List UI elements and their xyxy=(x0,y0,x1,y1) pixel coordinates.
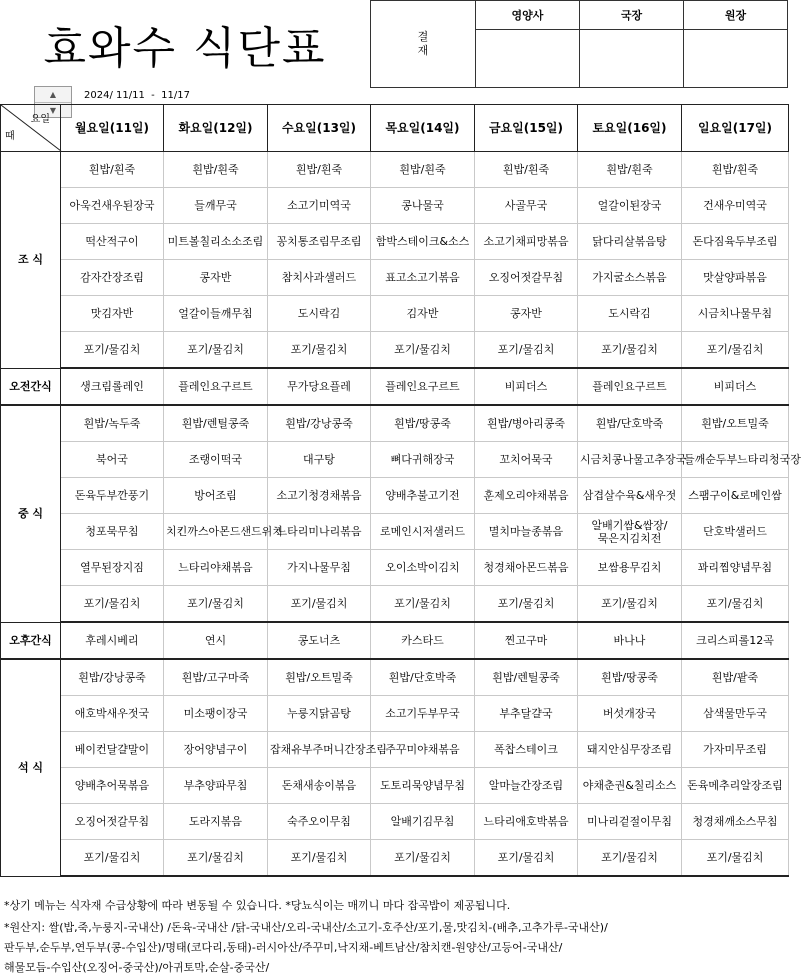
page-title: 효와수 식단표 xyxy=(43,23,327,74)
menu-item: 도토리묵양념무침 xyxy=(371,768,475,804)
menu-item: 흰밥/흰죽 xyxy=(578,152,682,188)
approval-sign-nutritionist[interactable] xyxy=(476,30,580,88)
menu-item: 콩자반 xyxy=(475,296,578,332)
menu-item: 부추양파무침 xyxy=(164,768,268,804)
menu-item: 포기/물김치 xyxy=(268,586,371,623)
menu-item: 비피더스 xyxy=(475,368,578,405)
menu-item: 들깨순두부느타리청국장 xyxy=(682,442,789,478)
note-line: *상기 메뉴는 식자재 수급상황에 따라 변동될 수 있습니다. *당뇨식이는 매끼니 마다 잡곡밥이 제공됩니다. xyxy=(4,899,511,912)
menu-item: 아욱건새우된장국 xyxy=(61,188,164,224)
menu-item: 플레인요구르트 xyxy=(578,368,682,405)
menu-item: 흰밥/단호박죽 xyxy=(371,659,475,696)
approval-role-head: 원장 xyxy=(684,1,788,30)
table-row xyxy=(1,260,789,296)
menu-item: 청경채아몬드볶음 xyxy=(475,550,578,586)
menu-item: 가지굴소스볶음 xyxy=(578,260,682,296)
corner-diagonal xyxy=(1,105,61,151)
table-row xyxy=(1,586,789,623)
menu-item: 흰밥/병아리콩죽 xyxy=(475,405,578,442)
menu-item: 도시락김 xyxy=(268,296,371,332)
menu-item: 오징어젓갈무침 xyxy=(475,260,578,296)
menu-item: 폭찹스테이크 xyxy=(475,732,578,768)
menu-item: 포기/물김치 xyxy=(371,840,475,877)
menu-item: 꽈리찜양념무침 xyxy=(682,550,789,586)
menu-item: 플레인요구르트 xyxy=(371,368,475,405)
menu-item: 흰밥/녹두죽 xyxy=(61,405,164,442)
meal-label: 조 식 xyxy=(1,152,61,369)
menu-item: 흰밥/오트밀죽 xyxy=(268,659,371,696)
menu-item: 보쌈용무김치 xyxy=(578,550,682,586)
menu-item: 흰밥/렌틸콩죽 xyxy=(164,405,268,442)
menu-item: 치킨까스아몬드샌드위치 xyxy=(164,514,268,550)
approval-label xyxy=(371,1,476,88)
menu-item: 야채춘권&칠리소스 xyxy=(578,768,682,804)
menu-item: 흰밥/강낭콩죽 xyxy=(61,659,164,696)
menu-item: 미소팽이장국 xyxy=(164,696,268,732)
menu-item: 연시 xyxy=(164,622,268,659)
meal-label: 오후간식 xyxy=(1,622,61,659)
day-header: 일요일(17일) xyxy=(682,105,789,152)
menu-item: 애호박새우젓국 xyxy=(61,696,164,732)
menu-item: 알배기쌈&쌈장/묵은지김치전 xyxy=(578,514,682,550)
menu-item: 포기/물김치 xyxy=(164,840,268,877)
table-row xyxy=(1,188,789,224)
menu-item: 흰밥/흰죽 xyxy=(475,152,578,188)
menu-item: 흰밥/단호박죽 xyxy=(578,405,682,442)
menu-item: 방어조림 xyxy=(164,478,268,514)
menu-item: 로메인시저샐러드 xyxy=(371,514,475,550)
table-row xyxy=(1,840,789,877)
menu-item: 후레시베리 xyxy=(61,622,164,659)
day-header: 화요일(12일) xyxy=(164,105,268,152)
spinner-up-button[interactable] xyxy=(35,87,71,103)
menu-item: 버섯개장국 xyxy=(578,696,682,732)
menu-item: 김자반 xyxy=(371,296,475,332)
note-line: 해물모듬-수입산(오징어-중국산)/아귀토막,순살-중국산/ xyxy=(4,961,270,974)
menu-item: 잡채유부주머니간장조림 xyxy=(268,732,371,768)
menu-item: 찐고구마 xyxy=(475,622,578,659)
menu-item: 포기/물김치 xyxy=(268,840,371,877)
menu-item: 흰밥/흰죽 xyxy=(61,152,164,188)
menu-item: 흰밥/땅콩죽 xyxy=(578,659,682,696)
menu-item: 포기/물김치 xyxy=(682,586,789,623)
note-line: 판두부,순두부,연두부(콩-수입산)/명태(코다리,동태)-러시아산/주꾸미,낙지채-베트남산/참치캔-원양산/고등어-국내산/ xyxy=(4,941,563,954)
table-row xyxy=(1,696,789,732)
menu-item: 느타리미나리볶음 xyxy=(268,514,371,550)
menu-item: 흰밥/팥죽 xyxy=(682,659,789,696)
menu-item: 삼겹살수육&새우젓 xyxy=(578,478,682,514)
table-row xyxy=(1,622,789,659)
menu-item: 가자미무조림 xyxy=(682,732,789,768)
menu-item: 가지나물무침 xyxy=(268,550,371,586)
menu-item: 포기/물김치 xyxy=(475,332,578,369)
menu-item: 감자간장조림 xyxy=(61,260,164,296)
menu-item: 흰밥/흰죽 xyxy=(371,152,475,188)
caret-down-icon: ▼ xyxy=(49,106,57,115)
menu-item: 소고기미역국 xyxy=(268,188,371,224)
corner-bottom-label: 때 xyxy=(5,131,15,142)
meal-label: 오전간식 xyxy=(1,368,61,405)
menu-item: 맛김자반 xyxy=(61,296,164,332)
menu-item: 미나리겉절이무침 xyxy=(578,804,682,840)
day-header-row xyxy=(1,105,789,152)
table-row xyxy=(1,224,789,260)
menu-item: 흰밥/땅콩죽 xyxy=(371,405,475,442)
menu-item: 닭다리살볶음탕 xyxy=(578,224,682,260)
menu-item: 플레인요구르트 xyxy=(164,368,268,405)
menu-item: 콩나물국 xyxy=(371,188,475,224)
menu-item: 소고기채피망볶음 xyxy=(475,224,578,260)
table-row xyxy=(1,152,789,188)
corner-top-label: 요일 xyxy=(30,114,50,125)
menu-item: 북어국 xyxy=(61,442,164,478)
table-row xyxy=(1,405,789,442)
menu-item: 조랭이떡국 xyxy=(164,442,268,478)
approval-sign-director[interactable] xyxy=(580,30,684,88)
day-header: 월요일(11일) xyxy=(61,105,164,152)
menu-item: 돈다짐육두부조림 xyxy=(682,224,789,260)
menu-item: 포기/물김치 xyxy=(61,332,164,369)
day-header: 수요일(13일) xyxy=(268,105,371,152)
menu-item: 오이소박이김치 xyxy=(371,550,475,586)
menu-item: 포기/물김치 xyxy=(682,840,789,877)
menu-item: 숙주오이무침 xyxy=(268,804,371,840)
menu-item: 열무된장지짐 xyxy=(61,550,164,586)
menu-item: 단호박샐러드 xyxy=(682,514,789,550)
corner-cell xyxy=(1,105,61,152)
menu-item: 비피더스 xyxy=(682,368,789,405)
menu-item: 부추달걀국 xyxy=(475,696,578,732)
meal-label: 중 식 xyxy=(1,405,61,622)
menu-item: 돈채새송이볶음 xyxy=(268,768,371,804)
menu-item: 포기/물김치 xyxy=(164,586,268,623)
menu-item: 베이컨달걀말이 xyxy=(61,732,164,768)
menu-item: 주꾸미야채볶음 xyxy=(371,732,475,768)
meal-label: 석 식 xyxy=(1,659,61,876)
approval-box xyxy=(370,0,788,88)
menu-item: 누룽지닭곰탕 xyxy=(268,696,371,732)
approval-role-nutritionist: 영양사 xyxy=(476,1,580,30)
menu-item: 양배추불고기전 xyxy=(371,478,475,514)
date-range: 2024/ 11/11 - 11/17 xyxy=(84,90,190,101)
menu-item: 포기/물김치 xyxy=(578,840,682,877)
menu-item: 꼬치어묵국 xyxy=(475,442,578,478)
menu-item: 양배추어묵볶음 xyxy=(61,768,164,804)
approval-role-director: 국장 xyxy=(580,1,684,30)
menu-item: 느타리애호박볶음 xyxy=(475,804,578,840)
menu-item: 알배기김무침 xyxy=(371,804,475,840)
menu-item: 오징어젓갈무침 xyxy=(61,804,164,840)
menu-item: 콩자반 xyxy=(164,260,268,296)
menu-item: 떡산적구이 xyxy=(61,224,164,260)
menu-table xyxy=(0,104,801,877)
menu-item: 포기/물김치 xyxy=(268,332,371,369)
menu-item: 포기/물김치 xyxy=(578,332,682,369)
menu-item: 흰밥/강낭콩죽 xyxy=(268,405,371,442)
menu-item: 장어양념구이 xyxy=(164,732,268,768)
menu-item: 포기/물김치 xyxy=(578,586,682,623)
table-row xyxy=(1,478,789,514)
approval-label-text: 결 재 xyxy=(417,30,429,57)
menu-item: 도라지볶음 xyxy=(164,804,268,840)
table-row xyxy=(1,804,789,840)
menu-item: 알마늘간장조림 xyxy=(475,768,578,804)
menu-item: 함박스테이크&소스 xyxy=(371,224,475,260)
menu-item: 흰밥/렌틸콩죽 xyxy=(475,659,578,696)
menu-item: 시금치나물무침 xyxy=(682,296,789,332)
menu-item: 바나나 xyxy=(578,622,682,659)
table-row xyxy=(1,514,789,550)
menu-item: 무가당요플레 xyxy=(268,368,371,405)
menu-item: 흰밥/오트밀죽 xyxy=(682,405,789,442)
menu-item: 크리스피롤12곡 xyxy=(682,622,789,659)
menu-item: 포기/물김치 xyxy=(371,586,475,623)
table-row xyxy=(1,442,789,478)
menu-item: 소고기두부무국 xyxy=(371,696,475,732)
caret-up-icon: ▲ xyxy=(49,90,57,99)
menu-item: 삼색물만두국 xyxy=(682,696,789,732)
table-row xyxy=(1,296,789,332)
menu-item: 포기/물김치 xyxy=(475,840,578,877)
menu-item: 흰밥/흰죽 xyxy=(268,152,371,188)
day-header: 금요일(15일) xyxy=(475,105,578,152)
menu-item: 흰밥/흰죽 xyxy=(682,152,789,188)
menu-item: 들깨무국 xyxy=(164,188,268,224)
approval-sign-head[interactable] xyxy=(684,30,788,88)
table-row xyxy=(1,368,789,405)
menu-item: 청경채깨소스무침 xyxy=(682,804,789,840)
menu-item: 돼지안심무장조림 xyxy=(578,732,682,768)
menu-item: 참치사과샐러드 xyxy=(268,260,371,296)
menu-item: 포기/물김치 xyxy=(61,840,164,877)
menu-item: 포기/물김치 xyxy=(475,586,578,623)
menu-item: 흰밥/고구마죽 xyxy=(164,659,268,696)
menu-item: 돈육메추리알장조림 xyxy=(682,768,789,804)
note-line: *원산지: 쌀(밥,죽,누룽지-국내산) /돈육-국내산 /닭-국내산/오리-국내산/소고기-호주산/포기,물,맛김치-(배추,고추가루-국내산)/ xyxy=(4,921,608,934)
menu-item: 맛살양파볶음 xyxy=(682,260,789,296)
menu-item: 꽁치통조림무조림 xyxy=(268,224,371,260)
menu-item: 느타리야채볶음 xyxy=(164,550,268,586)
table-row xyxy=(1,732,789,768)
menu-item: 멸치마늘종볶음 xyxy=(475,514,578,550)
menu-item: 건새우미역국 xyxy=(682,188,789,224)
menu-item: 카스타드 xyxy=(371,622,475,659)
menu-item: 얼갈이들깨무침 xyxy=(164,296,268,332)
menu-item: 스팸구이&로메인쌈 xyxy=(682,478,789,514)
menu-item: 포기/물김치 xyxy=(164,332,268,369)
menu-item: 표고소고기볶음 xyxy=(371,260,475,296)
table-row xyxy=(1,768,789,804)
day-header: 목요일(14일) xyxy=(371,105,475,152)
menu-item: 뼈다귀해장국 xyxy=(371,442,475,478)
menu-item: 얼갈이된장국 xyxy=(578,188,682,224)
menu-item: 포기/물김치 xyxy=(61,586,164,623)
table-row xyxy=(1,332,789,369)
menu-item: 흰밥/흰죽 xyxy=(164,152,268,188)
menu-item: 콩도너츠 xyxy=(268,622,371,659)
menu-item: 돈육두부깐풍기 xyxy=(61,478,164,514)
menu-item: 청포묵무침 xyxy=(61,514,164,550)
menu-item: 훈제오리야채볶음 xyxy=(475,478,578,514)
menu-item: 미트볼칠리소소조림 xyxy=(164,224,268,260)
menu-item: 시금치콩나물고추장국 xyxy=(578,442,682,478)
table-row xyxy=(1,659,789,696)
table-row xyxy=(1,550,789,586)
menu-item: 포기/물김치 xyxy=(371,332,475,369)
menu-item: 사골무국 xyxy=(475,188,578,224)
menu-item: 도시락김 xyxy=(578,296,682,332)
day-header: 토요일(16일) xyxy=(578,105,682,152)
menu-item: 생크림롤레인 xyxy=(61,368,164,405)
menu-item: 대구탕 xyxy=(268,442,371,478)
menu-item: 포기/물김치 xyxy=(682,332,789,369)
menu-item: 소고기청경채볶음 xyxy=(268,478,371,514)
menu-body xyxy=(1,152,801,877)
